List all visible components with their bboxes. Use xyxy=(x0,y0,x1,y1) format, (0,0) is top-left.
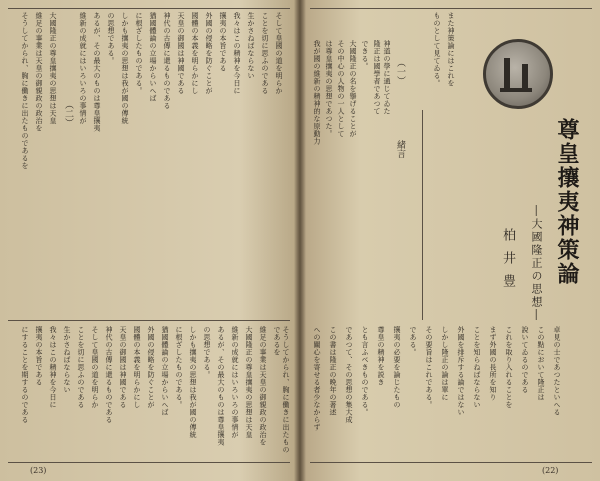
section-one-column-2: は尊皇攘夷の思想であつた。 xyxy=(325,40,333,138)
right-column-14: 說いてゐるのである xyxy=(521,326,529,394)
left-lower-column-11: 猶國體論の立場からいへば xyxy=(161,326,169,416)
left-column-13: 國體の本義を明らかにし xyxy=(191,12,199,95)
left-lower-column-1: にすることを期するのである xyxy=(21,326,29,424)
left-lower-column-15: あるが、その最大のものは尊皇攘夷 xyxy=(217,326,225,446)
section-one-column-7: 神道の學に通じてゐた xyxy=(383,40,391,115)
left-lower-column-7: 神代の古傳に還るものである xyxy=(105,326,113,424)
section-one-column-3: その中心の人物の一人として xyxy=(337,40,345,138)
emblem-base xyxy=(500,88,532,92)
left-page xyxy=(0,0,298,481)
left-column-11: 神代の古傳に還るものである xyxy=(163,12,171,110)
left-column-14: 外國の侵略を防ぐことが xyxy=(205,12,213,95)
left-lower-column-6: そして皇國の道を明らか xyxy=(91,326,99,409)
right-page xyxy=(302,0,600,481)
left-lower-column-10: 外國の侵略を防ぐことが xyxy=(147,326,155,409)
left-lower-column-13: しかも攘夷の思想は我が國の傳統 xyxy=(189,326,197,439)
left-lower-column-19: そうしてかられ、胸に働きに出たものであるを xyxy=(273,326,290,454)
left-column-8: しかも攘夷の思想は我が國の傳統 xyxy=(121,12,129,125)
left-page-number: (23) xyxy=(30,466,47,475)
bottom-rule xyxy=(8,462,290,463)
left-lower-column-18: 維足の事業は天皇の御親政の政治を xyxy=(259,326,267,446)
left-lower-column-16: 維新の成就にはいろいろの事情が xyxy=(231,326,239,439)
right-column-8: その要旨はこれである。 xyxy=(425,326,433,409)
right-column-15: この點において隆正は xyxy=(537,326,545,401)
right-bottom-rule xyxy=(310,462,592,463)
left-lower-column-9: 國體の本義を明らかにし xyxy=(133,326,141,409)
article-title: 尊皇攘夷神策論 xyxy=(554,118,580,286)
right-column-5: 尊皇の精神を説き xyxy=(377,326,385,386)
emblem-bar-left xyxy=(504,58,510,88)
intro-column-1: ものとして見てゐる。 xyxy=(433,12,441,87)
right-column-6: 攘夷の必要を論じたもの xyxy=(393,326,401,409)
left-column-16: 我々はこの精神を今日に xyxy=(233,12,241,95)
section-one-column-1: 我が國の維新の精神的な原動力 xyxy=(313,40,321,145)
left-lower-column-3: 我々はこの精神を今日に xyxy=(49,326,57,409)
left-lower-column-5: ことを切に思ふのである xyxy=(77,326,85,409)
left-lower-column-14: の思想である。 xyxy=(203,326,211,379)
right-column-2: この書は隆正の晩年の著述 xyxy=(329,326,337,416)
medallion-emblem xyxy=(483,39,553,109)
left-column-15: 攘夷の本旨である xyxy=(219,12,227,72)
right-column-12: まず外國の長所を知り xyxy=(489,326,497,401)
right-column-13: これを取り入れることを xyxy=(505,326,513,409)
left-column-19: そして皇國の道を明らか xyxy=(275,12,283,95)
top-rule xyxy=(8,8,290,9)
section-one-mark: （一） xyxy=(395,58,405,85)
right-column-16: 卓見の士であつたといへる xyxy=(553,326,561,416)
right-column-4: とも言ふべきものである。 xyxy=(361,326,369,416)
article-author: 柏井豊 xyxy=(500,228,515,297)
section-one-column-5: できる。 xyxy=(361,40,369,70)
left-column-2: 維足の事業は天皇の御親政の政治を xyxy=(35,12,43,132)
left-column-7: の思想である。 xyxy=(107,12,115,65)
left-column-3: 大國隆正の尊皇攘夷の思想は天皇 xyxy=(49,12,57,125)
right-column-11: ことを知らねばならない xyxy=(473,326,481,409)
left-lower-column-4: 生かさねばならない xyxy=(63,326,71,394)
left-lower-column-17: 大國隆正の尊皇攘夷の思想は天皇 xyxy=(245,326,253,439)
left-column-9: に根ざしたものである。 xyxy=(135,12,143,95)
intro-column-2: また神策論にはこれを xyxy=(447,12,455,87)
right-column-7: である。 xyxy=(409,326,417,356)
section-one-column-6: 隆正は國學者であつて xyxy=(373,40,381,115)
section-one-column-4: 大國隆正の名を擧げることが xyxy=(349,40,357,138)
left-column-18: ことを切に思ふのである xyxy=(261,12,269,95)
title-divider xyxy=(422,110,423,320)
right-page-number: (22) xyxy=(542,466,559,475)
section-heading: 緒言 xyxy=(395,140,405,158)
middle-rule xyxy=(8,320,290,321)
emblem-bar-right xyxy=(522,64,528,88)
left-lower-column-8: 天皇の御國は神國である xyxy=(119,326,127,409)
left-lower-column-12: に根ざしたものである。 xyxy=(175,326,183,409)
left-column-1: そうしてかられ、胸に働きに出たものであるを xyxy=(21,12,29,170)
right-column-3: であつて、その思想の集大成 xyxy=(345,326,353,424)
left-column-10: 猶國體論の立場からいへば xyxy=(149,12,157,102)
left-column-12: 天皇の御國は神國である xyxy=(177,12,185,95)
right-column-10: 外國を排斥する論ではない xyxy=(457,326,465,416)
right-top-rule xyxy=(310,8,592,9)
article-subtitle: ―大國隆正の思想― xyxy=(530,205,543,322)
right-column-9: しかし隆正の論は單に xyxy=(441,326,449,401)
section-two-mark: （二） xyxy=(63,100,73,127)
left-column-6: あるが、その最大のものは尊皇攘夷 xyxy=(93,12,101,132)
left-lower-column-2: 攘夷の本旨である xyxy=(35,326,43,386)
left-column-5: 維新の成就にはいろいろの事情が xyxy=(79,12,87,125)
left-column-17: 生かさねばならない xyxy=(247,12,255,80)
right-column-1: への關心を寄せる者少なからず xyxy=(313,326,321,431)
